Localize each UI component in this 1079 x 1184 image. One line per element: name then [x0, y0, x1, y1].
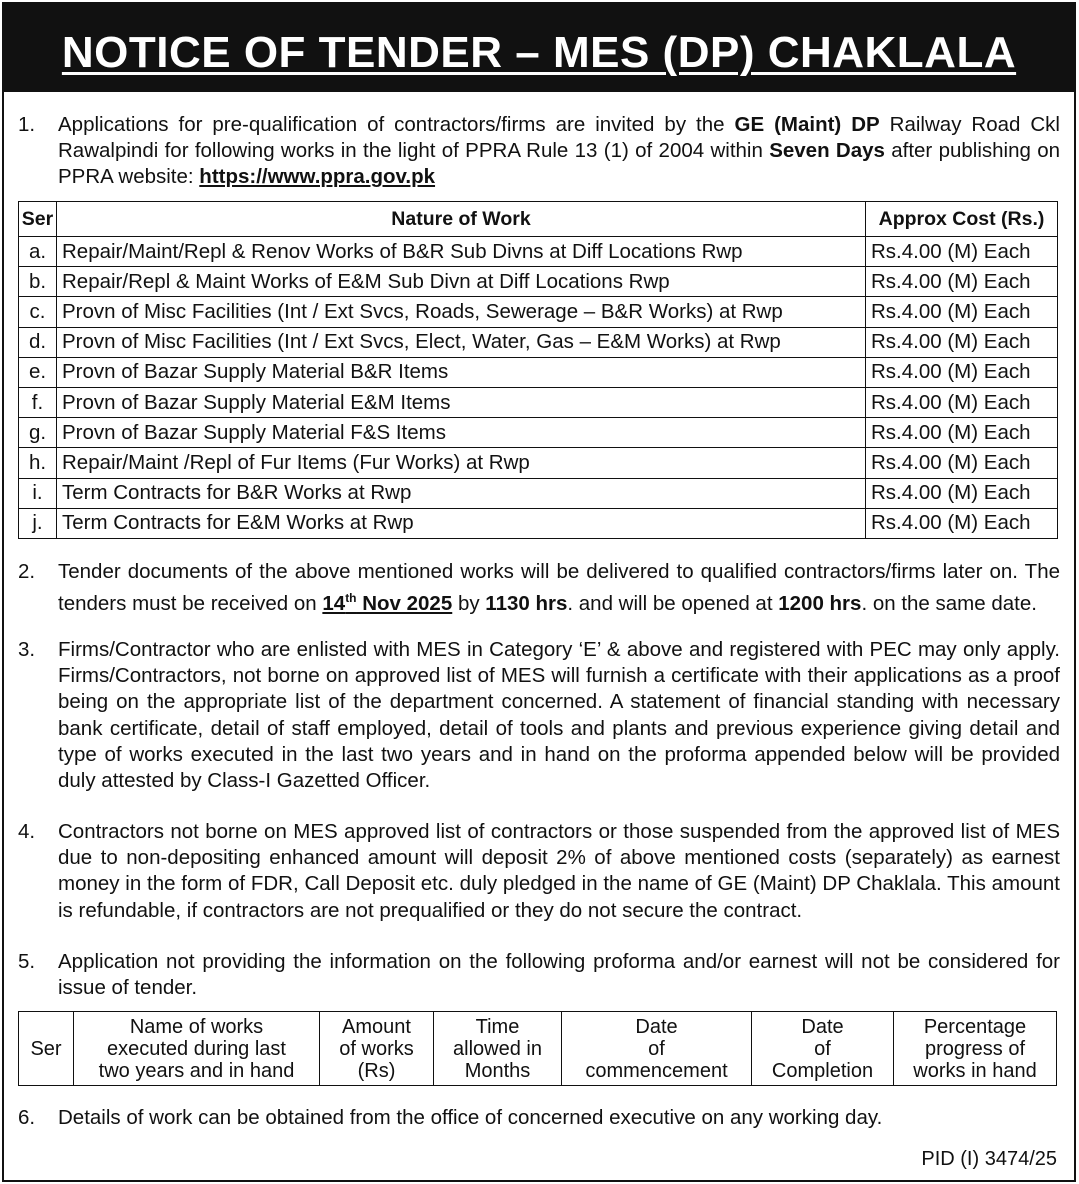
opening-time: 1200 hrs [778, 592, 862, 616]
title-banner [4, 4, 1074, 92]
proforma-header-row [19, 1012, 1057, 1086]
proforma-col-commencement: Date of commencement [562, 1012, 752, 1086]
proforma-col-name-of-works: Name of works executed during last two years and in hand [74, 1012, 320, 1086]
table-row: a. Repair/Maint/Repl & Renov Works of B&R Sub Divns at Diff Locations Rwp Rs.4.00 (M) Each [19, 237, 1058, 267]
works-table-header [19, 202, 1058, 237]
table-row: e. Provn of Bazar Supply Material B&R Items Rs.4.00 (M) Each [19, 357, 1058, 387]
deadline-period: Seven Days [769, 139, 885, 163]
proforma-col-time: Time allowed in Months [434, 1012, 562, 1086]
table-row: c. Provn of Misc Facilities (Int / Ext Svcs, Roads, Sewerage – B&R Works) at Rwp Rs.4.00 (M) Each [19, 297, 1058, 327]
pid-number: PID (I) 3474/25 [921, 1148, 1057, 1170]
table-row: g. Provn of Bazar Supply Material F&S Items Rs.4.00 (M) Each [19, 418, 1058, 448]
table-row: h. Repair/Maint /Repl of Fur Items (Fur Works) at Rwp Rs.4.00 (M) Each [19, 448, 1058, 478]
paragraph-3: 3. Firms/Contractor who are enlisted with MES in Category ‘E’ & above and registered with PEC may only apply. Firms/Contractors, not borne on approved list of MES will furnish a certificate with their applications as a proof being on the appropriate list of the department concerned. A statement of financial standing with necessary bank certificate, detail of staff employed, detail of tools and plants and previous experience giving detail and type of works executed in the last two years and in hand on the proforma appended below will be provided duly attested by Class-I Gazetted Officer. [18, 638, 1060, 793]
proforma-col-amount: Amount of works (Rs) [320, 1012, 434, 1086]
notice-title: NOTICE OF TENDER – MES (DP) CHAKLALA [61, 28, 1017, 77]
proforma-col-completion: Date of Completion [752, 1012, 894, 1086]
paragraph-2: 2. Tender documents of the above mentioned works will be delivered to qualified contractors/firms later on. The tenders must be received on 14th Nov 2025 by 1130 hrs. and will be opened at 1200 hrs. on the same date. [18, 560, 1060, 616]
paragraph-6: 6. Details of work can be obtained from the office of concerned executive on any working day. [18, 1105, 1060, 1131]
paragraph-number: 6. [18, 1106, 36, 1129]
paragraph-number: 2. [18, 560, 36, 583]
paragraph-5: 5. Application not providing the information on the following proforma and/or earnest will not be considered for issue of tender. [18, 950, 1060, 1000]
proforma-table [18, 1011, 1057, 1086]
paragraph-number: 1. [18, 113, 36, 136]
header-ser: Ser [19, 202, 57, 237]
header-nature-of-work: Nature of Work [57, 202, 866, 237]
paragraph-number: 3. [18, 638, 36, 661]
submission-date: 14th Nov 2025 [322, 591, 453, 616]
paragraph-1: 1. Applications for pre-qualification of contractors/firms are invited by the GE (Maint) DP Railway Road Ckl Rawalpindi for following works in the light of PPRA Rule 13 (1) of 2004 within Seven Days after publishing on PPRA website: https://www.ppra.gov.pk [18, 113, 1061, 189]
table-row: j. Term Contracts for E&M Works at Rwp Rs.4.00 (M) Each [19, 508, 1058, 538]
table-row: b. Repair/Repl & Maint Works of E&M Sub Divn at Diff Locations Rwp Rs.4.00 (M) Each [19, 267, 1058, 297]
submission-time: 1130 hrs [485, 592, 568, 616]
paragraph-number: 4. [18, 820, 36, 843]
paragraph-number: 5. [18, 950, 36, 973]
paragraph-4: 4. Contractors not borne on MES approved list of contractors or those suspended from the approved list of MES due to non-depositing enhanced amount will deposit 2% of above mentioned costs (separately) as earnest money in the form of FDR, Call Deposit etc. duly pledged in the name of GE (Maint) DP Chaklala. This amount is refundable, if contractors are not prequalified or they do not secure the contract. [18, 820, 1060, 922]
table-row: f. Provn of Bazar Supply Material E&M Items Rs.4.00 (M) Each [19, 387, 1058, 417]
proforma-col-percentage: Percentage progress of works in hand [894, 1012, 1057, 1086]
table-row: d. Provn of Misc Facilities (Int / Ext Svcs, Elect, Water, Gas – E&M Works) at Rwp Rs.4.00 (M) Each [19, 327, 1058, 357]
issuing-office: GE (Maint) DP [734, 113, 880, 136]
proforma-col-ser: Ser [19, 1012, 74, 1086]
works-table [18, 201, 1058, 539]
header-approx-cost: Approx Cost (Rs.) [866, 202, 1058, 237]
ppra-website-link[interactable]: https://www.ppra.gov.pk [199, 165, 436, 189]
table-row: i. Term Contracts for B&R Works at Rwp Rs.4.00 (M) Each [19, 478, 1058, 508]
